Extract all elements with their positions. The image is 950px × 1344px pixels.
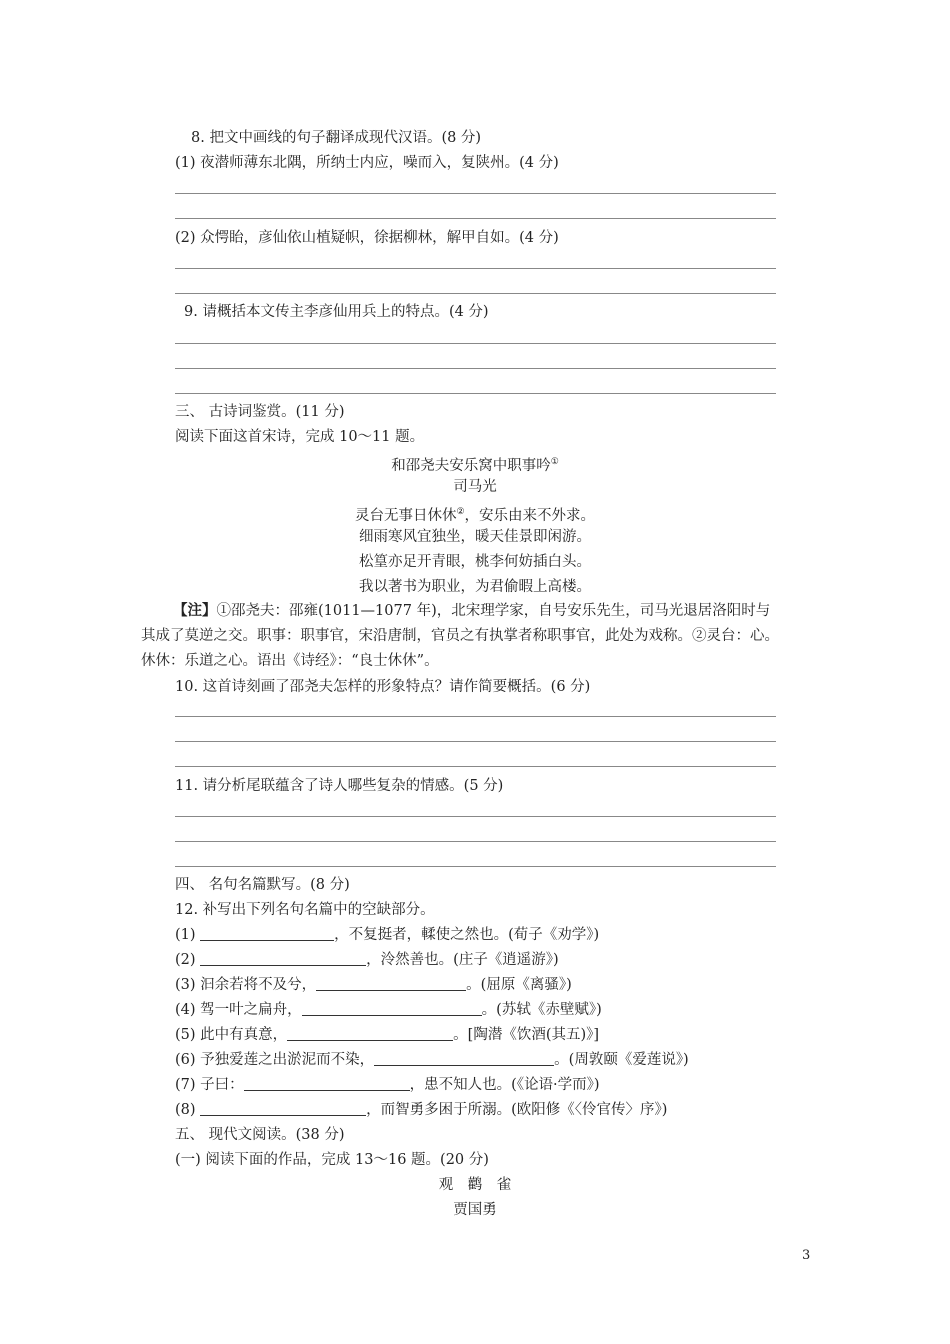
fill-item-3: (3) 汩余若将不及兮， 。(屈原《离骚》) [175, 977, 572, 993]
fill-blank[interactable] [200, 951, 366, 966]
q12-title: 12. 补写出下列名句名篇中的空缺部分。 [175, 902, 435, 918]
fill-item-5: (5) 此中有真意， 。[陶潜《饮酒(其五)》] [175, 1027, 600, 1043]
poem-line-2: 细雨寒风宜独坐，暖天佳景即闲游。 [359, 529, 591, 545]
answer-line[interactable] [175, 741, 776, 742]
q11-title: 11. 请分析尾联蕴含了诗人哪些复杂的情感。(5 分) [175, 778, 504, 794]
poem-line-1: 灵台无事日休休②，安乐由来不外求。 [354, 507, 596, 524]
fill-blank[interactable] [316, 976, 466, 991]
section4-heading: 四、 名句名篇默写。(8 分) [175, 877, 350, 893]
poem-line-4: 我以著书为职业，为君偷暇上高楼。 [359, 579, 591, 595]
q8-title: 8. 把文中画线的句子翻译成现代汉语。(8 分) [191, 130, 482, 146]
article-author: 贾国勇 [453, 1202, 497, 1218]
section5-sub: (一) 阅读下面的作品，完成 13～16 题。(20 分) [175, 1152, 489, 1168]
fill-item-4: (4) 驾一叶之扁舟， 。(苏轼《赤壁赋》) [175, 1002, 602, 1018]
q10-title: 10. 这首诗刻画了邵尧夫怎样的形象特点？请作简要概括。(6 分) [175, 679, 591, 695]
q8-part2: (2) 众愕眙，彦仙依山植疑帜，徐据柳林，解甲自如。(4 分) [175, 230, 559, 246]
answer-line[interactable] [175, 841, 776, 842]
fill-item-7: (7) 子曰： ，患不知人也。(《论语·学而》) [175, 1077, 600, 1093]
answer-line[interactable] [175, 716, 776, 717]
section3-heading: 三、 古诗词鉴赏。(11 分) [175, 404, 345, 420]
section5-heading: 五、 现代文阅读。(38 分) [175, 1127, 345, 1143]
fill-item-8: (8) ，而智勇多困于所溺。(欧阳修《〈伶官传〉序》) [175, 1102, 668, 1118]
q9-title: 9. 请概括本文传主李彦仙用兵上的特点。(4 分) [184, 304, 489, 320]
q8-part1: (1) 夜潜师薄东北隅，所纳士内应，噪而入，复陕州。(4 分) [175, 155, 559, 171]
fill-blank[interactable] [287, 1026, 453, 1041]
fill-blank[interactable] [374, 1051, 554, 1066]
answer-line[interactable] [175, 293, 776, 294]
page-number: 3 [802, 1248, 811, 1263]
fill-item-1: (1) ，不复挺者，輮使之然也。(荀子《劝学》) [175, 927, 600, 943]
answer-line[interactable] [175, 816, 776, 817]
answer-line[interactable] [175, 393, 776, 394]
note-text: ①邵尧夫：邵雍(1011—1077 年)，北宋理学家，自号安乐先生，司马光退居洛阳时与其成了莫逆之交。职事：职事官，宋沿唐制，官员之有执掌者称职事官，此处为戏称。②灵台：心。休休：乐道之心。语出《诗经》：“良士休休”。 [141, 603, 779, 669]
answer-line[interactable] [175, 268, 776, 269]
fill-blank[interactable] [200, 926, 334, 941]
answer-line[interactable] [175, 218, 776, 219]
fill-item-6: (6) 予独爱莲之出淤泥而不染， 。(周敦颐《爱莲说》) [175, 1052, 689, 1068]
answer-line[interactable] [175, 368, 776, 369]
poem-line-3: 松篁亦足开青眼，桃李何妨插白头。 [359, 554, 591, 570]
note-label: 【注】 [173, 602, 217, 619]
article-title: 观 鹳 雀 [438, 1177, 512, 1193]
answer-line[interactable] [175, 866, 776, 867]
answer-line[interactable] [175, 193, 776, 194]
fill-item-2: (2) ，泠然善也。(庄子《逍遥游》) [175, 952, 559, 968]
footnote-mark: ① [550, 457, 559, 467]
poem-title: 和邵尧夫安乐窝中职事吟① [391, 457, 559, 474]
footnote-mark: ② [456, 507, 465, 517]
poem-author: 司马光 [453, 479, 497, 495]
fill-blank[interactable] [302, 1001, 482, 1016]
section3-intro: 阅读下面这首宋诗，完成 10～11 题。 [175, 429, 425, 445]
poem-annotation [141, 598, 781, 674]
answer-line[interactable] [175, 343, 776, 344]
fill-blank[interactable] [244, 1076, 410, 1091]
fill-blank[interactable] [200, 1101, 366, 1116]
answer-line[interactable] [175, 766, 776, 767]
